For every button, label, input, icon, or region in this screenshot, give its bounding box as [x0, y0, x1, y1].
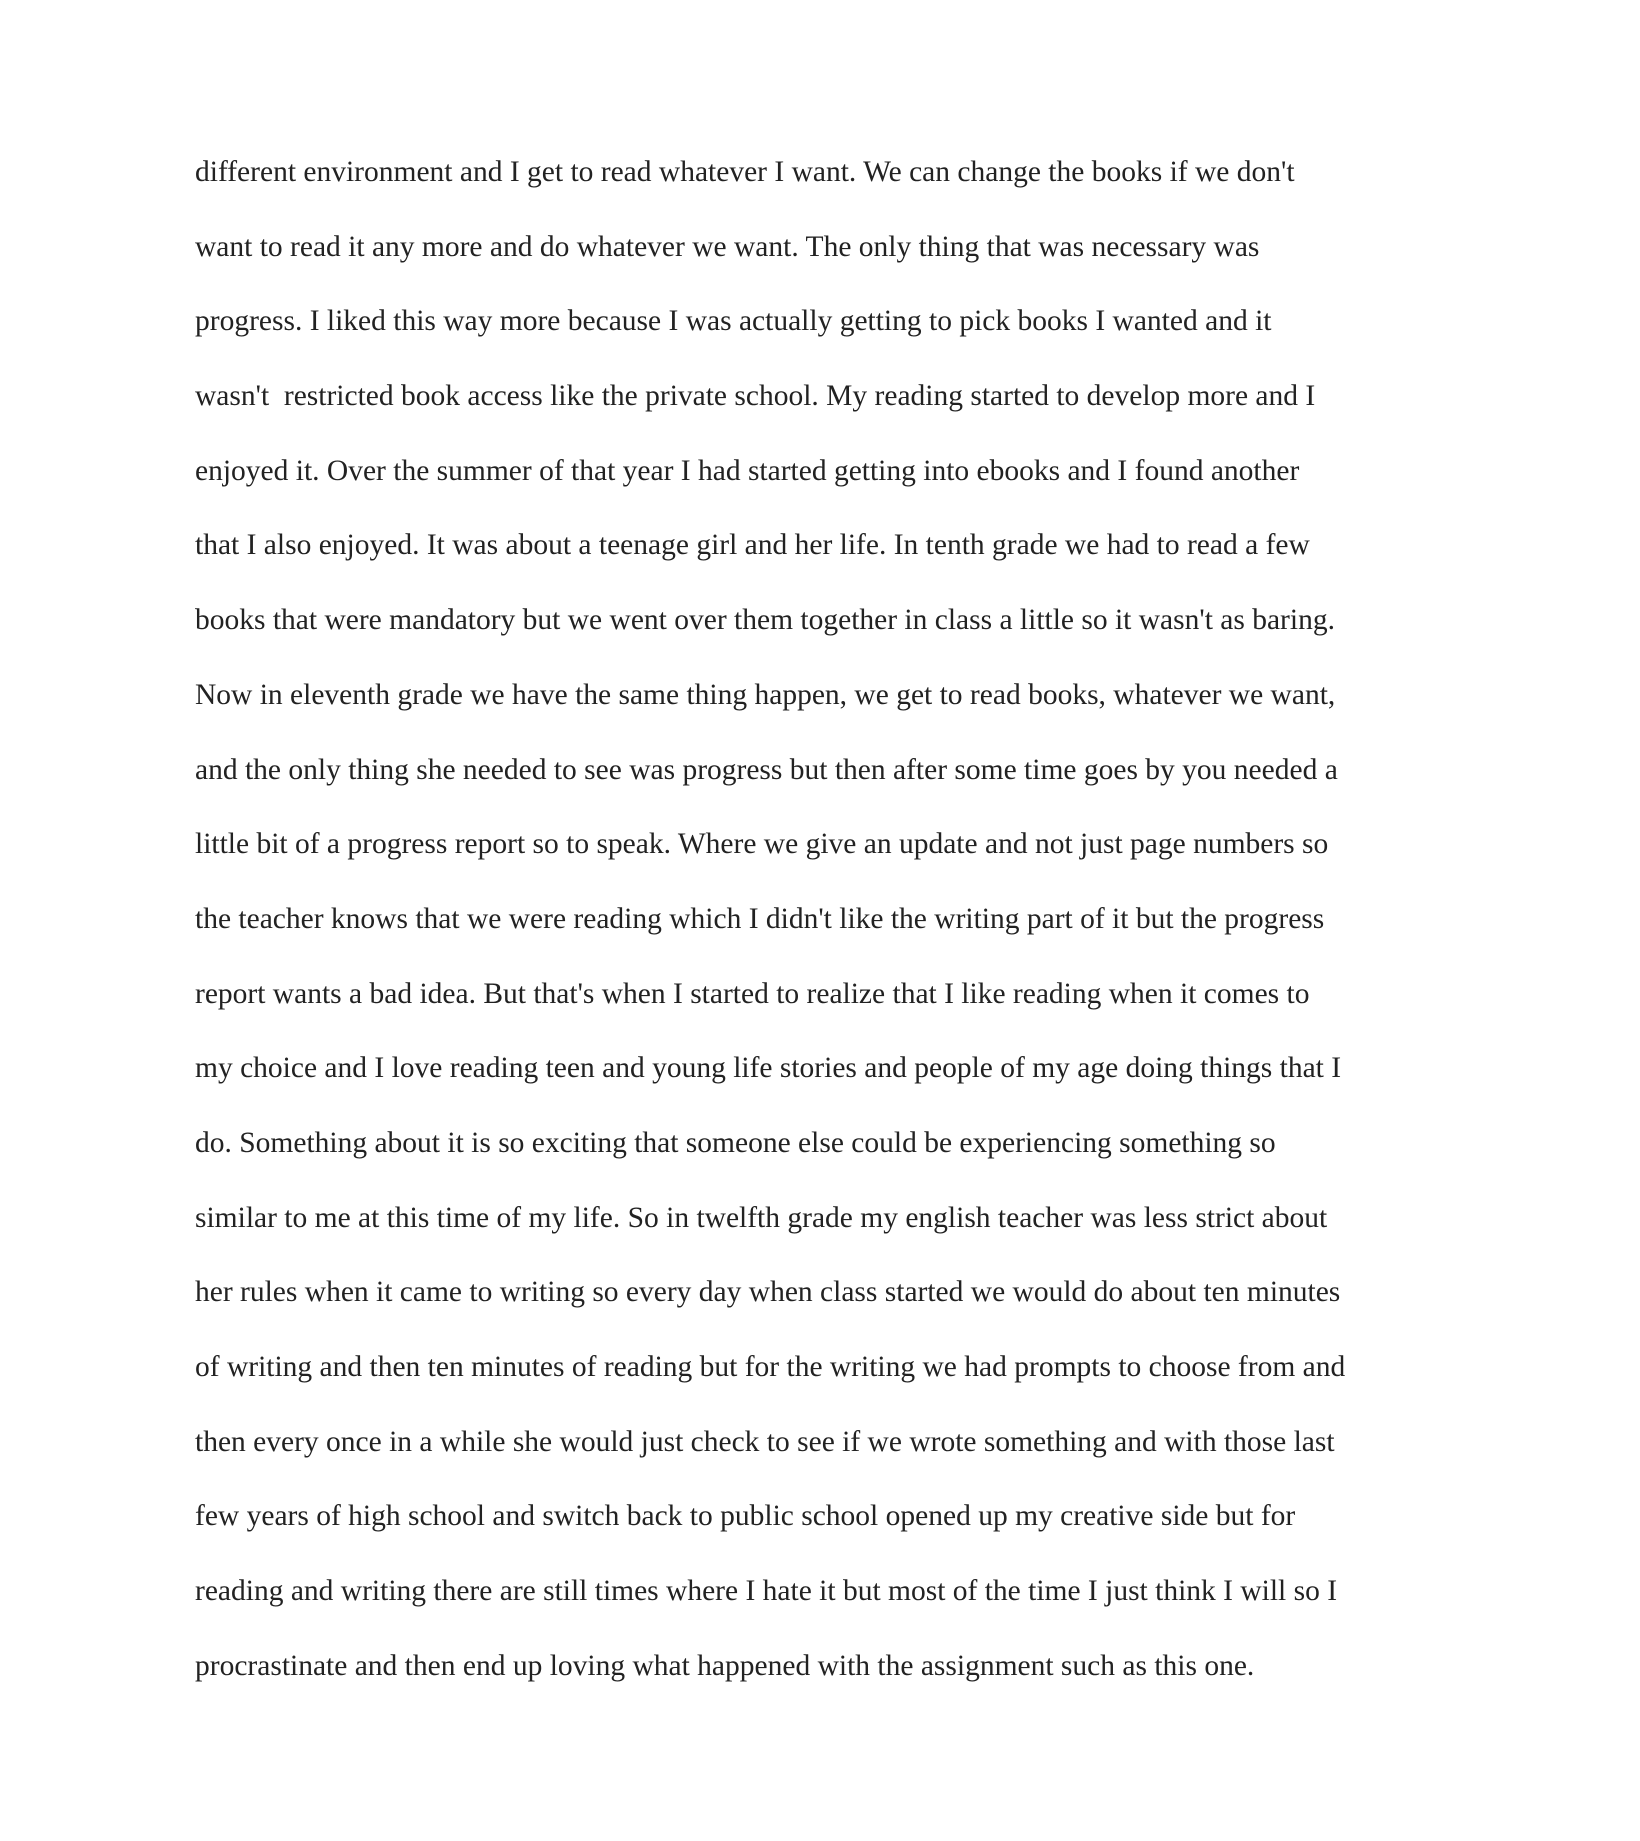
text-line: procrastinate and then end up loving what happened with the assignment such as this one. — [195, 1649, 1255, 1682]
text-line: wasn't restricted book access like the private school. My reading started to develop more and I — [195, 380, 1316, 413]
text-line: little bit of a progress report so to speak. Where we give an update and not just page numbers so — [195, 828, 1329, 861]
text-line: that I also enjoyed. It was about a teenage girl and her life. In tenth grade we had to read a few — [195, 529, 1310, 562]
text-line: progress. I liked this way more because I was actually getting to pick books I wanted and it — [195, 305, 1272, 338]
text-line: and the only thing she needed to see was progress but then after some time goes by you needed a — [195, 753, 1338, 786]
text-line: her rules when it came to writing so every day when class started we would do about ten minutes — [195, 1276, 1341, 1309]
text-line: report wants a bad idea. But that's when I started to realize that I like reading when it comes to — [195, 977, 1310, 1010]
text-line: then every once in a while she would just check to see if we wrote something and with those last — [195, 1425, 1335, 1458]
text-line: similar to me at this time of my life. So in twelfth grade my english teacher was less strict about — [195, 1201, 1328, 1234]
text-line: different environment and I get to read whatever I want. We can change the books if we don't — [195, 156, 1295, 188]
text-line: the teacher knows that we were reading which I didn't like the writing part of it but the progress — [195, 902, 1325, 935]
text-line: books that were mandatory but we went over them together in class a little so it wasn't as baring. — [195, 604, 1335, 637]
text-line: want to read it any more and do whatever we want. The only thing that was necessary was — [195, 230, 1260, 263]
text-line: reading and writing there are still times where I hate it but most of the time I just think I will so I — [195, 1575, 1338, 1608]
essay-paragraph — [195, 148, 1495, 1716]
text-line: do. Something about it is so exciting that someone else could be experiencing something so — [195, 1126, 1276, 1159]
text-line: Now in eleventh grade we have the same thing happen, we get to read books, whatever we want, — [195, 678, 1336, 711]
text-line: enjoyed it. Over the summer of that year I had started getting into ebooks and I found another — [195, 454, 1300, 487]
text-line: my choice and I love reading teen and young life stories and people of my age doing things that I — [195, 1052, 1342, 1085]
text-line: few years of high school and switch back to public school opened up my creative side but for — [195, 1500, 1296, 1533]
text-line: of writing and then ten minutes of reading but for the writing we had prompts to choose from and — [195, 1351, 1346, 1383]
